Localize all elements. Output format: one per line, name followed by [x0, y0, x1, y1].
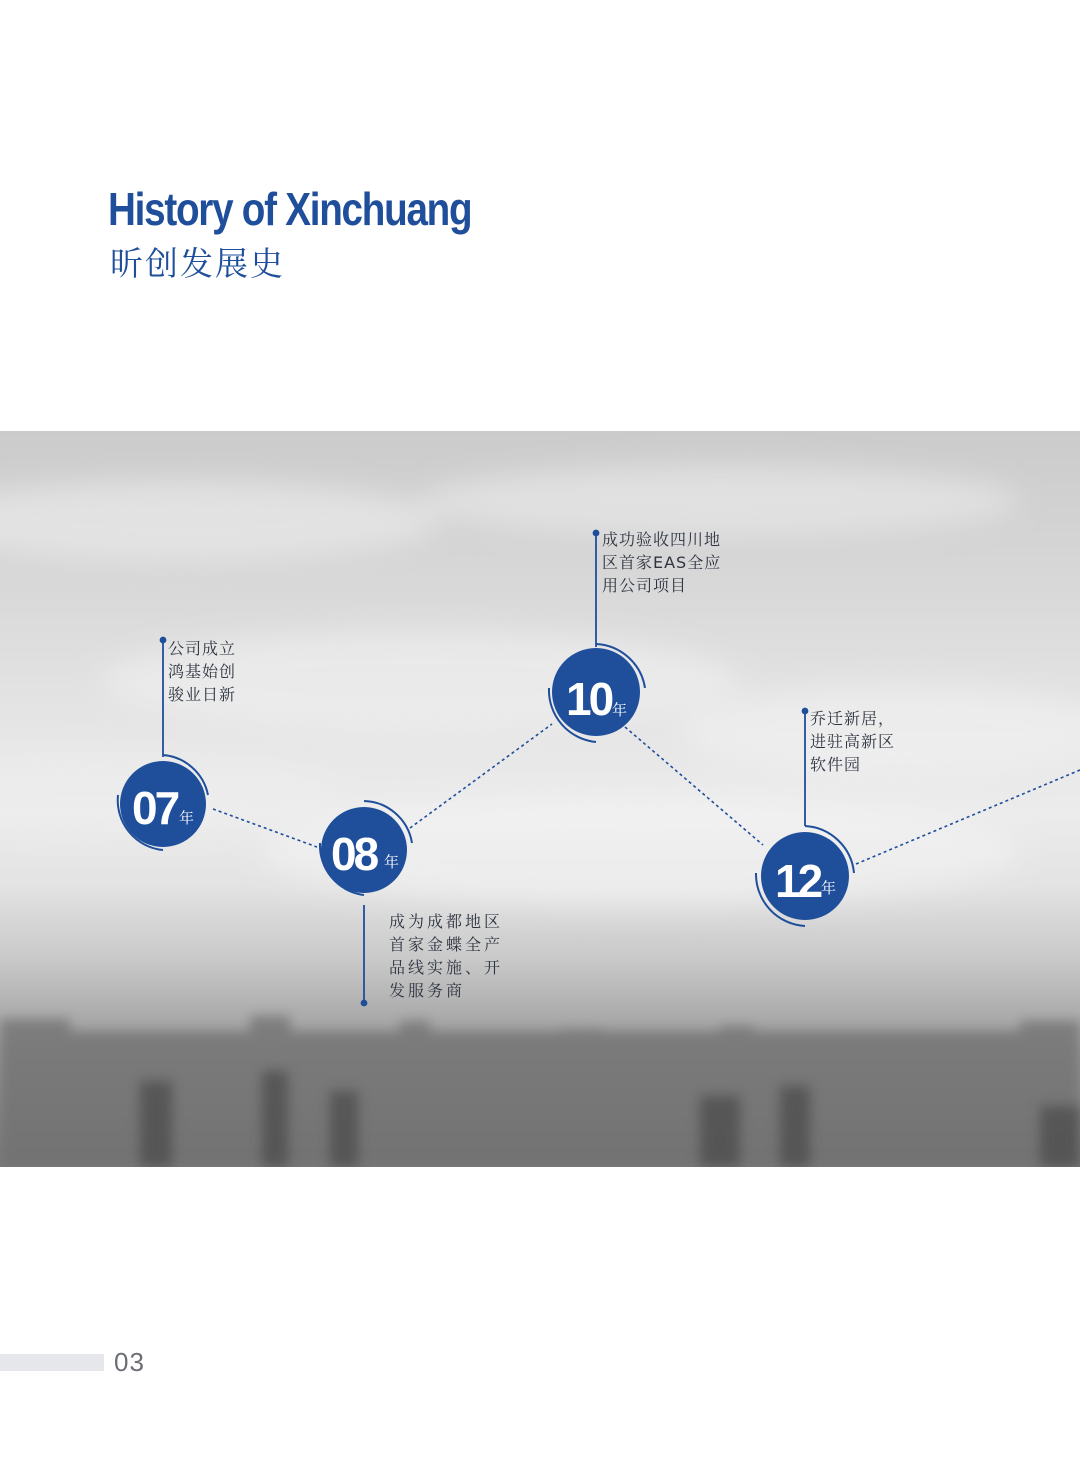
milestone-10-line: 用公司项目: [602, 576, 688, 595]
milestone-08-line: 发服务商: [389, 981, 466, 1000]
leader-dot-07: [161, 638, 166, 643]
milestone-07-line: 公司成立: [168, 639, 237, 658]
milestone-year-12: 12: [775, 855, 821, 907]
milestone-year-07: 07: [132, 782, 178, 834]
milestone-unit-10: 年: [612, 701, 628, 719]
milestone-08-line: 首家金蝶全产: [389, 935, 504, 954]
milestone-12-description: [810, 707, 895, 776]
timeline-connector-10-12: [625, 727, 763, 845]
milestone-08-description: [389, 910, 503, 1002]
leader-dot-12: [803, 709, 808, 714]
page-title-chinese: 昕创发展史: [110, 244, 285, 283]
milestone-10-line: 成功验收四川地: [602, 530, 722, 549]
milestone-unit-12: 年: [821, 879, 837, 897]
milestone-08-line: 成为成都地区: [389, 912, 504, 931]
timeline-connector-08-10: [410, 724, 552, 828]
page-title-english: History of Xinchuang: [108, 183, 472, 235]
milestone-07-line: 鸿基始创: [168, 662, 237, 681]
milestone-node-07: [118, 755, 208, 850]
milestone-12-line: 软件园: [810, 755, 862, 774]
milestone-07-description: [168, 637, 236, 706]
milestone-year-10: 10: [566, 673, 612, 725]
milestone-10-line: 区首家EAS全应: [602, 553, 722, 572]
milestone-12-line: 乔迁新居，: [810, 709, 896, 728]
milestone-node-08: [320, 801, 412, 895]
milestone-07-line: 骏业日新: [168, 685, 237, 704]
milestone-year-08: 08: [331, 828, 377, 880]
footer-bar: [0, 1354, 104, 1371]
milestone-node-12: [756, 826, 854, 926]
leader-dot-10: [594, 531, 599, 536]
milestone-12-line: 进驻高新区: [810, 732, 896, 751]
milestone-08-line: 品线实施、开: [389, 958, 504, 977]
timeline-connector-07-08: [213, 809, 317, 847]
milestone-node-10: [549, 644, 645, 742]
milestone-unit-07: 年: [179, 809, 195, 827]
milestone-10-description: [602, 528, 721, 597]
leader-dot-08: [362, 1001, 367, 1006]
milestone-unit-08: 年: [384, 853, 400, 871]
page-number: 03: [114, 1347, 145, 1377]
timeline-connector-12-next: [856, 770, 1080, 864]
